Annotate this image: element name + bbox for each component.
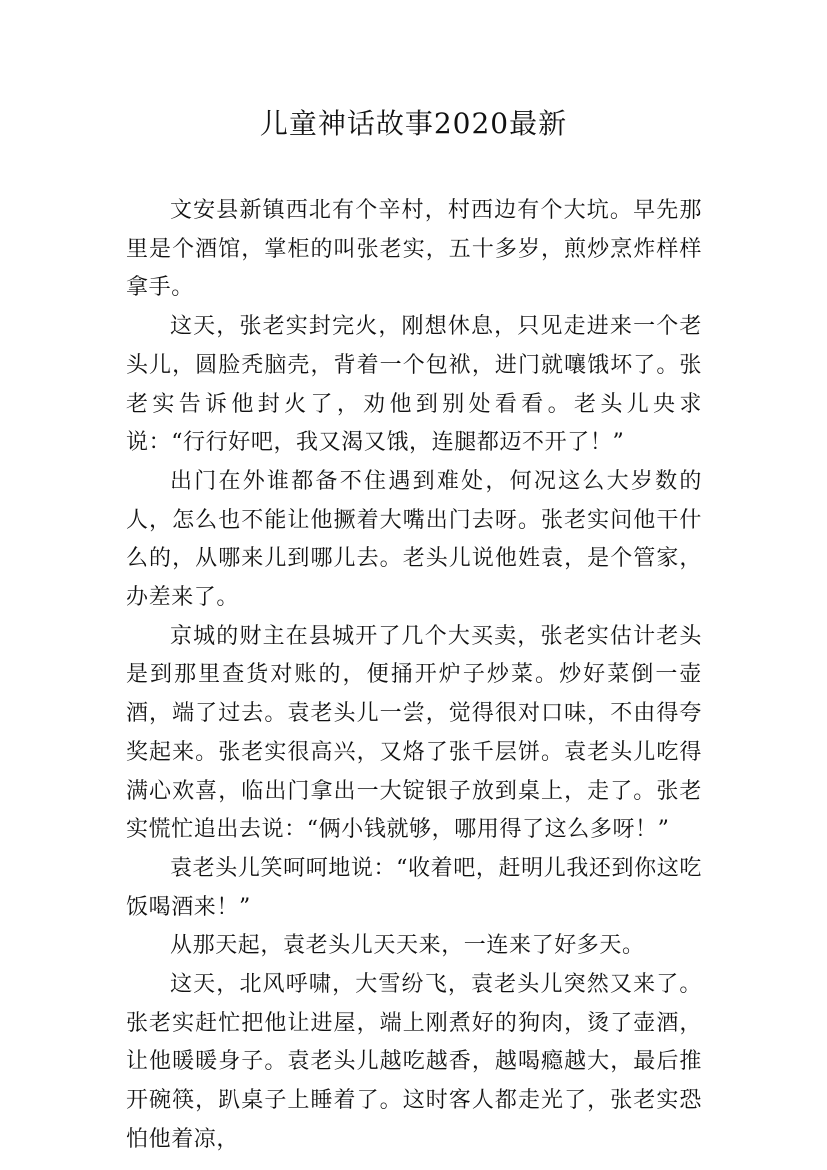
document-title: 儿童神话故事2020最新	[259, 107, 568, 140]
paragraph-4: 京城的财主在县城开了几个大买卖，张老实估计老头是到那里查货对账的，便捅开炉子炒菜。炒好菜倒一壶酒，端了过去。袁老头儿一尝，觉得很对口味，不由得夸奖起来。张老实很高兴，又烙了张千层饼。袁老头儿吃得满心欢喜，临出门拿出一大锭银子放到桌上，走了。张老实慌忙追出去说：“俩小钱就够，哪用得了这么多呀！”	[126, 623, 702, 843]
paragraph-7: 这天，北风呼啸，大雪纷飞，袁老头儿突然又来了。张老实赶忙把他让进屋，端上刚煮好的狗肉，烫了壶酒，让他暖暖身子。袁老头儿越吃越香，越喝瘾越大，最后推开碗筷，趴桌子上睡着了。这时客人都走光了，张老实恐怕他着凉，	[126, 972, 702, 1152]
paragraph-6: 从那天起，袁老头儿天天来，一连来了好多天。	[170, 933, 645, 959]
paragraph-5: 袁老头儿笑呵呵地说：“收着吧，赶明儿我还到你这吃饭喝酒来！”	[126, 855, 702, 920]
paragraph-3: 出门在外谁都备不住遇到难处，何况这么大岁数的人，怎么也不能让他撅着大嘴出门去呀。张老实问他干什么的，从哪来儿到哪儿去。老头儿说他姓袁，是个管家，办差来了。	[126, 468, 702, 611]
paragraph-2: 这天，张老实封完火，刚想休息，只见走进来一个老头儿，圆脸秃脑壳，背着一个包袱，进门就嚷饿坏了。张老实告诉他封火了，劝他到别处看看。老头儿央求说：“行行好吧，我又渴又饿，连腿都迈不开了！”	[126, 314, 702, 456]
document-body	[126, 192, 702, 1160]
paragraph-1: 文安县新镇西北有个辛村，村西边有个大坑。早先那里是个酒馆，掌柜的叫张老实，五十多岁，煎炒烹炸样样拿手。	[126, 198, 702, 301]
